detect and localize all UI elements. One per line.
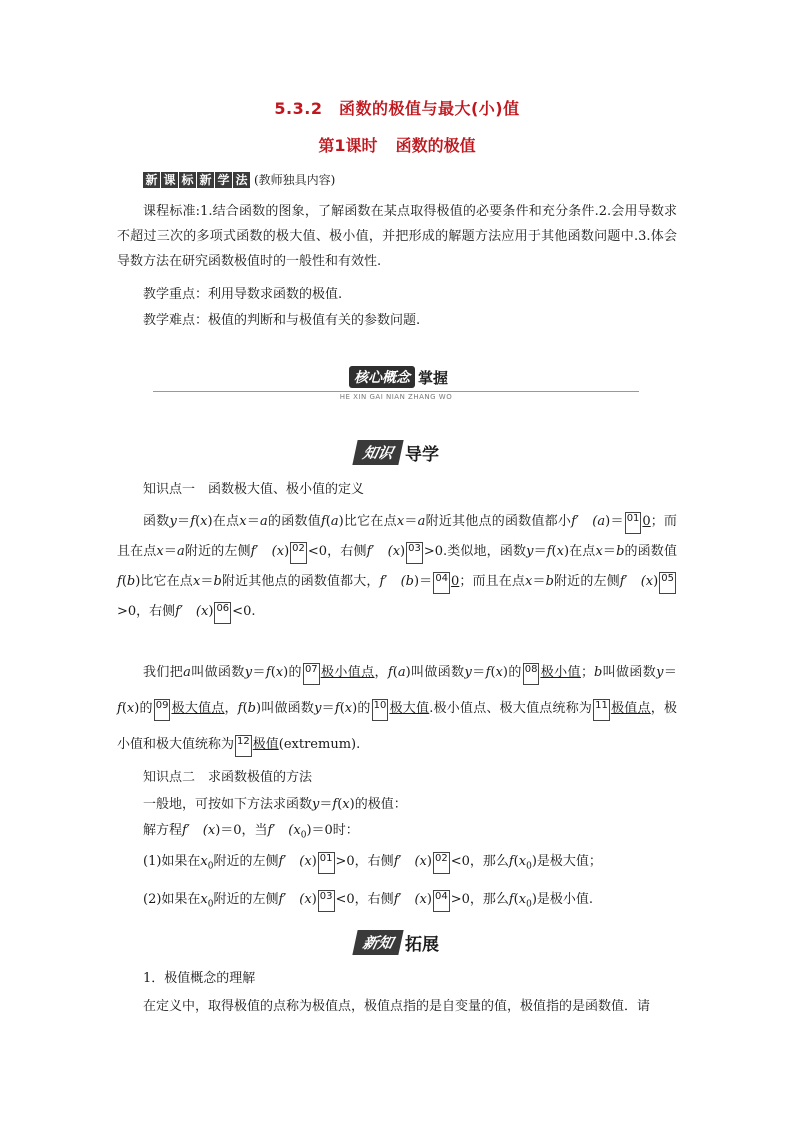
text: ；而且在点 bbox=[117, 514, 677, 559]
text: 的函数值 bbox=[624, 544, 677, 559]
answer-blank: <0，右侧 bbox=[307, 544, 367, 559]
text: f bbox=[332, 797, 338, 812]
text: 附近的左侧 bbox=[213, 892, 279, 907]
text: ＝ bbox=[319, 797, 333, 812]
text: x bbox=[192, 574, 201, 589]
text: 0 bbox=[526, 861, 532, 872]
text: ( bbox=[270, 665, 276, 680]
answer-blank: 极大值点 bbox=[171, 701, 225, 716]
badge-char: 课 bbox=[161, 172, 178, 188]
text: f′ ( bbox=[393, 854, 420, 869]
text: .极小值点、极大值点统称为 bbox=[429, 701, 593, 716]
text: ＝ bbox=[471, 665, 486, 680]
text: 附近 bbox=[553, 574, 581, 589]
text: x bbox=[419, 892, 427, 907]
text: ( bbox=[121, 701, 127, 716]
answer-blank: 极值 bbox=[252, 737, 279, 752]
badge-char: 学 bbox=[215, 172, 232, 188]
text: y bbox=[244, 665, 253, 680]
text: )＝0时： bbox=[306, 823, 359, 838]
text: f bbox=[237, 701, 243, 716]
text: 叫做函 bbox=[602, 665, 643, 680]
text: ( bbox=[513, 854, 519, 869]
text: f′ ( bbox=[278, 892, 305, 907]
text: )的 bbox=[502, 665, 522, 680]
text: ( bbox=[339, 701, 345, 716]
text: x bbox=[200, 854, 208, 869]
banner-dark-label: 知识 bbox=[352, 440, 403, 465]
kp2-heading: 知识点二 求函数极值的方法 bbox=[143, 770, 313, 785]
banner-light-label: 掌握 bbox=[418, 368, 449, 387]
answer-number: 09 bbox=[154, 699, 171, 721]
text: f bbox=[387, 665, 393, 680]
text: x bbox=[304, 854, 312, 869]
text: )叫做函数 bbox=[255, 701, 315, 716]
lesson-title bbox=[117, 133, 677, 156]
text: x bbox=[419, 854, 427, 869]
text: a bbox=[330, 514, 339, 529]
text: f′ ( bbox=[366, 544, 393, 559]
text: a bbox=[260, 514, 268, 529]
text: f bbox=[117, 574, 122, 589]
text: a bbox=[597, 514, 606, 529]
text: x bbox=[239, 514, 247, 529]
answer-number: 02 bbox=[433, 852, 450, 874]
text: ) bbox=[426, 854, 432, 869]
answer-blank: >0，那么 bbox=[450, 892, 509, 907]
text: x bbox=[200, 892, 208, 907]
kp2-equation-line bbox=[143, 818, 677, 849]
text: x bbox=[518, 892, 527, 907]
text: 0 bbox=[207, 899, 214, 910]
text: )在点 bbox=[207, 514, 240, 529]
answer-blank: >0，右侧 bbox=[117, 604, 176, 619]
text: f bbox=[508, 854, 514, 869]
knowledge-guide-banner bbox=[117, 440, 677, 465]
answer-number: 03 bbox=[406, 542, 423, 564]
text: ； bbox=[580, 665, 594, 680]
text: x bbox=[207, 823, 216, 838]
text: 数 bbox=[642, 665, 657, 680]
text: a bbox=[183, 665, 191, 680]
answer-blank: 0 bbox=[451, 574, 460, 589]
answer-blank: 极大值 bbox=[389, 701, 430, 716]
text: 解方程 bbox=[143, 823, 183, 838]
text: f bbox=[508, 892, 514, 907]
answer-number: 01 bbox=[318, 852, 335, 874]
badge-char: 新 bbox=[197, 172, 214, 188]
text: f′ ( bbox=[278, 854, 305, 869]
text: x bbox=[396, 514, 405, 529]
course-standard: 课程标准:1.结合函数的图象，了解函数在某点取得极值的必要条件和充分条件.2.会用导数求不超过三次的多项式函数的极大值、极小值，并把形成的解题方法应用于其他函数问题中.3.体会导数方法在研究函数极值时的一般性和有效性. bbox=[117, 204, 677, 269]
answer-number: 07 bbox=[303, 663, 320, 685]
text: f′ ( bbox=[250, 544, 277, 559]
text: ＝ bbox=[200, 574, 214, 589]
new-curriculum-badge bbox=[143, 171, 335, 188]
text: f bbox=[485, 665, 491, 680]
text: 附近的左侧 bbox=[184, 544, 251, 559]
text: x bbox=[200, 514, 208, 529]
text: a bbox=[177, 544, 185, 559]
text: (2)如果在 bbox=[143, 892, 201, 907]
text: x bbox=[392, 544, 401, 559]
text: 函数 bbox=[143, 514, 170, 529]
answer-number: 04 bbox=[433, 890, 450, 912]
badge-char: 新 bbox=[143, 172, 160, 188]
banner-dark-label: 核心概念 bbox=[349, 366, 415, 388]
text: x bbox=[201, 604, 209, 619]
text: f bbox=[546, 544, 552, 559]
badge-char: 法 bbox=[233, 172, 250, 188]
text: )＝ bbox=[413, 574, 433, 589]
answer-blank: 极值点 bbox=[610, 701, 651, 716]
text: x bbox=[276, 544, 285, 559]
badge-note: (教师独具内容) bbox=[254, 173, 336, 187]
text: x bbox=[495, 665, 503, 680]
answer-blank: <0，那么 bbox=[450, 854, 509, 869]
kp2-case-min bbox=[143, 885, 677, 920]
text: b bbox=[405, 574, 414, 589]
text: ，极小值和极大值统称为 bbox=[117, 701, 677, 752]
text: f bbox=[265, 665, 271, 680]
text: ( bbox=[490, 665, 496, 680]
text: f′ ( bbox=[267, 823, 294, 838]
answer-number: 06 bbox=[214, 602, 231, 624]
kp1-definition-paragraph bbox=[117, 507, 677, 627]
text: x bbox=[275, 665, 284, 680]
text: ( bbox=[392, 665, 398, 680]
text: ( bbox=[513, 892, 519, 907]
answer-number: 04 bbox=[433, 572, 450, 594]
text: y bbox=[312, 797, 320, 812]
text: (1)如果在 bbox=[143, 854, 201, 869]
badge-char: 标 bbox=[179, 172, 196, 188]
text: x bbox=[342, 797, 350, 812]
text: ， bbox=[224, 701, 238, 716]
section-title: 5.3.2 函数的极值与最大(小)值 bbox=[274, 99, 520, 118]
text: f′ ( bbox=[379, 574, 406, 589]
text: ＝ bbox=[532, 574, 546, 589]
banner-dark-label: 新知 bbox=[352, 930, 403, 955]
text: ， bbox=[374, 665, 388, 680]
text: b bbox=[213, 574, 222, 589]
text: ) bbox=[426, 892, 432, 907]
text: 我们把 bbox=[143, 665, 184, 680]
text: )的 bbox=[283, 665, 302, 680]
text: 一般地，可按如下方法求函数 bbox=[143, 797, 313, 812]
text: ＝ bbox=[163, 544, 178, 559]
text: x bbox=[293, 823, 301, 838]
answer-number: 03 bbox=[318, 890, 335, 912]
text: )的极值： bbox=[349, 797, 407, 812]
text: ( bbox=[325, 514, 331, 529]
text: b bbox=[593, 665, 603, 680]
text: b bbox=[545, 574, 554, 589]
text: ＝ bbox=[533, 544, 547, 559]
text: 0 bbox=[526, 899, 532, 910]
text: b bbox=[616, 544, 625, 559]
kp2-intro bbox=[143, 792, 677, 817]
text: )＝ bbox=[605, 514, 624, 529]
banner-light-label: 导学 bbox=[405, 445, 439, 465]
answer-number: 12 bbox=[235, 735, 252, 757]
text: f bbox=[190, 514, 196, 529]
text: ；而且在点 bbox=[459, 574, 525, 589]
text: ) bbox=[208, 604, 214, 619]
text: 0 bbox=[300, 830, 307, 841]
text: f′ ( bbox=[619, 574, 646, 589]
text: )的 bbox=[134, 701, 153, 716]
text: )在点 bbox=[563, 544, 596, 559]
text: ) bbox=[311, 892, 317, 907]
extension-text: 在定义中，取得极值的点称为极值点，极值点指的是自变量的值，极值指的是函数值．请 bbox=[143, 999, 651, 1014]
text: y bbox=[464, 665, 472, 680]
new-knowledge-banner bbox=[117, 930, 677, 955]
answer-number: 11 bbox=[593, 699, 610, 721]
text: 附近其他点的函数值都小 bbox=[425, 514, 572, 529]
text: )是极小值. bbox=[531, 892, 594, 907]
text: ) bbox=[311, 854, 317, 869]
text: x bbox=[304, 892, 312, 907]
text: 0 bbox=[207, 861, 214, 872]
text: f′ ( bbox=[393, 892, 420, 907]
text: ) bbox=[284, 544, 290, 559]
text: ＝ bbox=[252, 665, 266, 680]
text: b bbox=[247, 701, 256, 716]
text: )＝0，当 bbox=[215, 823, 268, 838]
text: ( bbox=[337, 797, 343, 812]
text: x bbox=[126, 701, 135, 716]
text: 叫做函数 bbox=[190, 665, 245, 680]
text: ＝ bbox=[602, 544, 617, 559]
text: ＝ bbox=[404, 514, 418, 529]
answer-blank: >0.类似地，函数 bbox=[423, 544, 527, 559]
text: )是极大值； bbox=[531, 854, 602, 869]
text: a bbox=[397, 665, 406, 680]
core-concept-banner bbox=[153, 366, 639, 402]
text: ) bbox=[400, 544, 406, 559]
divider-line bbox=[153, 391, 639, 392]
text: ( bbox=[195, 514, 201, 529]
text: 的函数值 bbox=[267, 514, 321, 529]
text: f′ ( bbox=[571, 514, 598, 529]
answer-number: 01 bbox=[625, 512, 642, 534]
teaching-key-point: 教学重点：利用导数求函数的极值. bbox=[143, 287, 343, 302]
text: y bbox=[656, 665, 664, 680]
text: (extremum). bbox=[278, 737, 361, 752]
text: y bbox=[169, 514, 177, 529]
text: y bbox=[314, 701, 322, 716]
lesson-number: 第1课时 bbox=[318, 136, 378, 155]
text: )比它在点 bbox=[338, 514, 397, 529]
answer-blank: <0，右侧 bbox=[335, 892, 394, 907]
extension-heading: 1．极值概念的理解 bbox=[143, 971, 256, 986]
answer-number: 10 bbox=[372, 699, 389, 721]
answer-blank: 0 bbox=[642, 514, 651, 529]
text: f bbox=[320, 514, 326, 529]
answer-blank: >0，右侧 bbox=[335, 854, 394, 869]
text: f′ ( bbox=[175, 604, 202, 619]
answer-blank: 极小值点 bbox=[320, 665, 375, 680]
answer-number: 02 bbox=[290, 542, 307, 564]
text: ( bbox=[551, 544, 557, 559]
text: ( bbox=[121, 574, 127, 589]
text: y bbox=[526, 544, 534, 559]
text: a bbox=[417, 514, 426, 529]
teaching-difficulty: 教学难点：极值的判断和与极值有关的参数问题. bbox=[143, 313, 421, 328]
text: x bbox=[645, 574, 654, 589]
text: f′ ( bbox=[182, 823, 208, 838]
text: f bbox=[117, 701, 122, 716]
answer-blank: <0. bbox=[232, 604, 256, 619]
answer-blank: 极小值 bbox=[540, 665, 581, 680]
text: b bbox=[126, 574, 136, 589]
text: x bbox=[344, 701, 353, 716]
text: ＝ bbox=[663, 665, 677, 680]
core-concept-label bbox=[346, 366, 451, 388]
text: )叫做函数 bbox=[405, 665, 465, 680]
text: ＝ bbox=[176, 514, 191, 529]
text: x bbox=[518, 854, 527, 869]
kp1-heading: 知识点一 函数极大值、极小值的定义 bbox=[143, 482, 365, 497]
kp1-terminology-paragraph bbox=[117, 655, 677, 763]
text: x bbox=[156, 544, 164, 559]
banner-pinyin: HE XIN GAI NIAN ZHANG WO bbox=[339, 393, 453, 401]
text: x bbox=[556, 544, 564, 559]
text: ) bbox=[653, 574, 659, 589]
text: 附近其他点的函数值都大， bbox=[221, 574, 380, 589]
text: 的左侧 bbox=[580, 574, 620, 589]
text: ( bbox=[242, 701, 248, 716]
text: x bbox=[524, 574, 533, 589]
text: ＝ bbox=[321, 701, 335, 716]
text: )的 bbox=[352, 701, 371, 716]
text: ＝ bbox=[246, 514, 261, 529]
banner-light-label: 拓展 bbox=[405, 935, 439, 955]
lesson-topic: 函数的极值 bbox=[395, 136, 476, 155]
text: )比它在点 bbox=[135, 574, 193, 589]
text: x bbox=[595, 544, 603, 559]
kp2-case-max bbox=[143, 847, 677, 882]
answer-number: 08 bbox=[523, 663, 540, 685]
text: f bbox=[334, 701, 340, 716]
answer-number: 05 bbox=[659, 572, 676, 594]
text: 附近的左侧 bbox=[213, 854, 279, 869]
